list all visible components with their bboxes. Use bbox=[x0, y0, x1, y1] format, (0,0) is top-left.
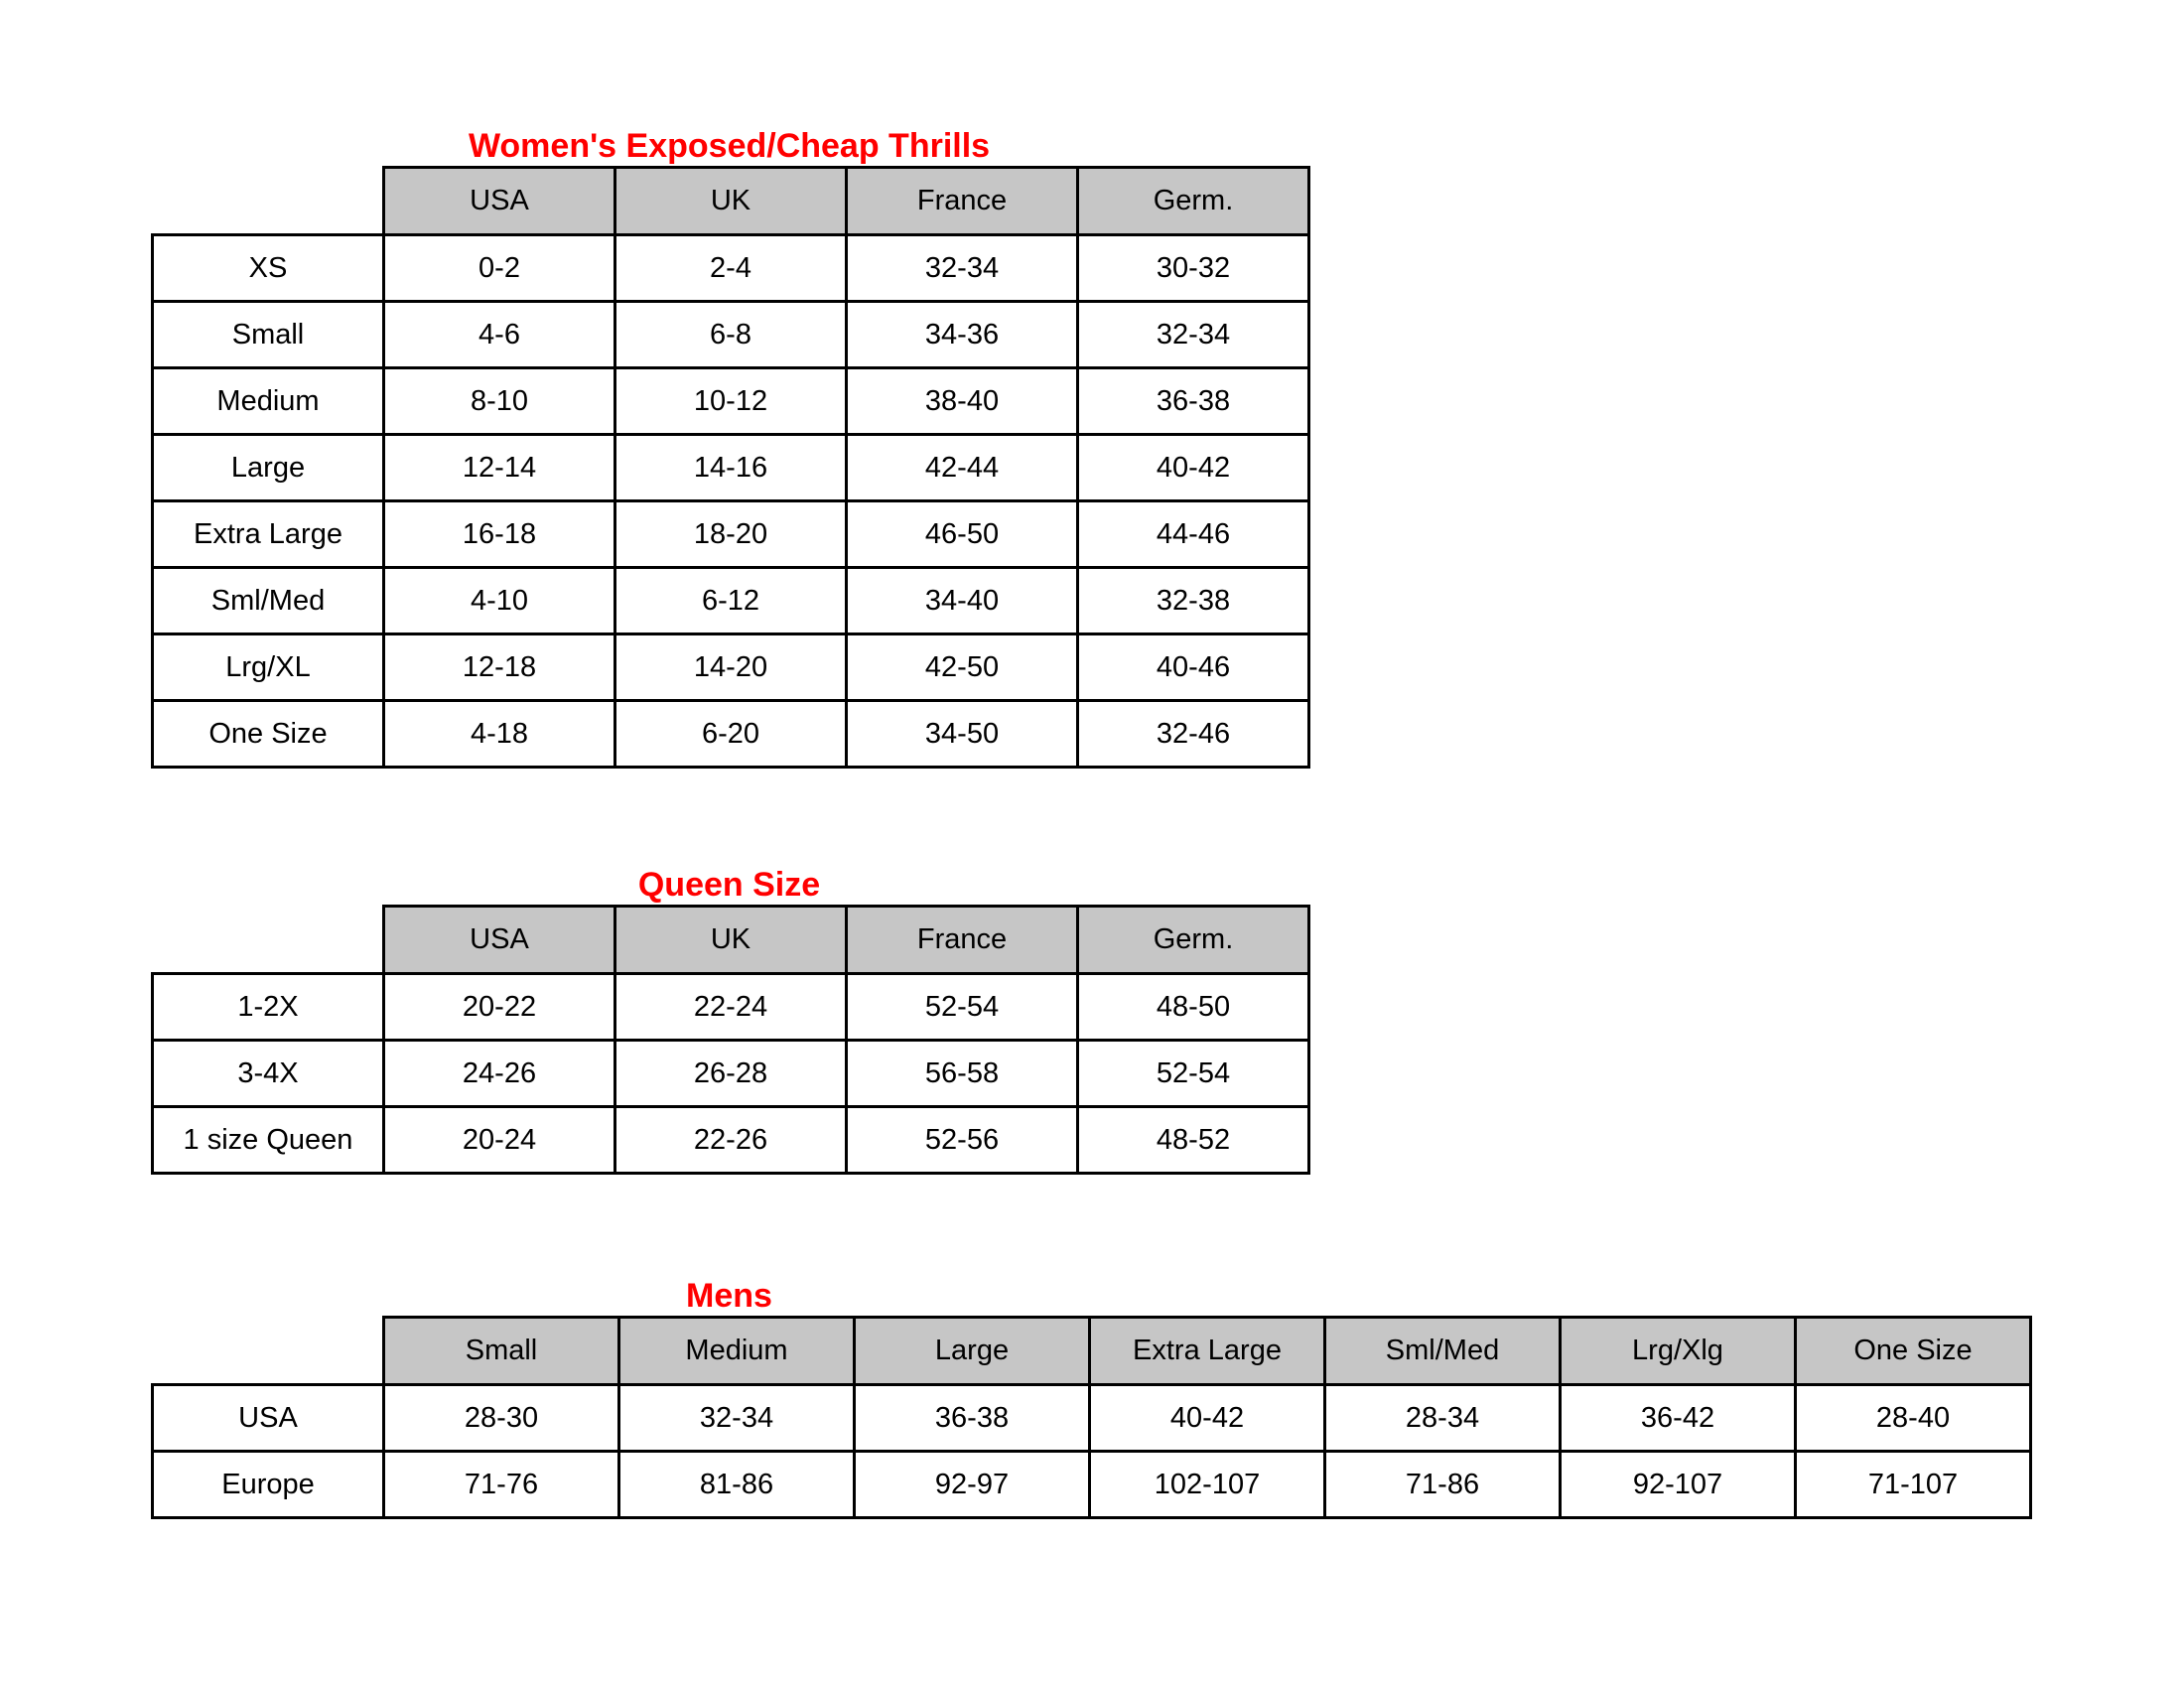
column-header: One Size bbox=[1796, 1318, 2031, 1385]
size-value-cell: 38-40 bbox=[847, 368, 1078, 435]
size-value-cell: 81-86 bbox=[619, 1452, 855, 1518]
table-row bbox=[153, 368, 1309, 435]
size-value-cell: 28-40 bbox=[1796, 1385, 2031, 1452]
size-value-cell: 32-46 bbox=[1078, 701, 1309, 768]
size-value-cell: 4-18 bbox=[384, 701, 615, 768]
size-value-cell: 26-28 bbox=[615, 1041, 847, 1107]
row-label-cell: USA bbox=[153, 1385, 384, 1452]
row-label-cell: Small bbox=[153, 302, 384, 368]
row-label-cell: Medium bbox=[153, 368, 384, 435]
size-value-cell: 48-52 bbox=[1078, 1107, 1309, 1174]
size-value-cell: 16-18 bbox=[384, 501, 615, 568]
table-row bbox=[153, 974, 1309, 1041]
size-value-cell: 22-26 bbox=[615, 1107, 847, 1174]
row-label-cell: Europe bbox=[153, 1452, 384, 1518]
header-row bbox=[153, 1318, 2031, 1385]
size-value-cell: 56-58 bbox=[847, 1041, 1078, 1107]
row-label-cell: Large bbox=[153, 435, 384, 501]
size-value-cell: 20-22 bbox=[384, 974, 615, 1041]
row-label-cell: Sml/Med bbox=[153, 568, 384, 634]
mens-size-table bbox=[151, 1316, 2032, 1519]
size-value-cell: 6-8 bbox=[615, 302, 847, 368]
size-value-cell: 40-46 bbox=[1078, 634, 1309, 701]
row-label-cell: 1-2X bbox=[153, 974, 384, 1041]
size-value-cell: 8-10 bbox=[384, 368, 615, 435]
womens-table-title: Women's Exposed/Cheap Thrills bbox=[468, 127, 991, 165]
column-header: Sml/Med bbox=[1325, 1318, 1561, 1385]
size-value-cell: 6-12 bbox=[615, 568, 847, 634]
size-value-cell: 40-42 bbox=[1078, 435, 1309, 501]
table-row bbox=[153, 501, 1309, 568]
table-row bbox=[153, 302, 1309, 368]
corner-spacer bbox=[153, 168, 384, 235]
size-value-cell: 52-56 bbox=[847, 1107, 1078, 1174]
corner-spacer bbox=[153, 1318, 384, 1385]
column-header: France bbox=[847, 907, 1078, 974]
size-value-cell: 24-26 bbox=[384, 1041, 615, 1107]
column-header: Lrg/Xlg bbox=[1561, 1318, 1796, 1385]
corner-spacer bbox=[153, 907, 384, 974]
size-value-cell: 28-34 bbox=[1325, 1385, 1561, 1452]
column-header: Extra Large bbox=[1090, 1318, 1325, 1385]
size-value-cell: 42-44 bbox=[847, 435, 1078, 501]
size-value-cell: 34-40 bbox=[847, 568, 1078, 634]
table-row bbox=[153, 1107, 1309, 1174]
size-value-cell: 52-54 bbox=[847, 974, 1078, 1041]
size-value-cell: 4-10 bbox=[384, 568, 615, 634]
size-value-cell: 18-20 bbox=[615, 501, 847, 568]
size-value-cell: 92-107 bbox=[1561, 1452, 1796, 1518]
size-value-cell: 32-34 bbox=[1078, 302, 1309, 368]
size-value-cell: 22-24 bbox=[615, 974, 847, 1041]
size-value-cell: 36-42 bbox=[1561, 1385, 1796, 1452]
table-row bbox=[153, 1452, 2031, 1518]
column-header: Germ. bbox=[1078, 907, 1309, 974]
size-value-cell: 0-2 bbox=[384, 235, 615, 302]
size-value-cell: 34-36 bbox=[847, 302, 1078, 368]
column-header: France bbox=[847, 168, 1078, 235]
size-value-cell: 14-16 bbox=[615, 435, 847, 501]
size-value-cell: 34-50 bbox=[847, 701, 1078, 768]
size-value-cell: 46-50 bbox=[847, 501, 1078, 568]
size-value-cell: 36-38 bbox=[1078, 368, 1309, 435]
row-label-cell: 3-4X bbox=[153, 1041, 384, 1107]
size-value-cell: 48-50 bbox=[1078, 974, 1309, 1041]
size-value-cell: 14-20 bbox=[615, 634, 847, 701]
column-header: Medium bbox=[619, 1318, 855, 1385]
size-value-cell: 32-34 bbox=[847, 235, 1078, 302]
table-row bbox=[153, 568, 1309, 634]
row-label-cell: 1 size Queen bbox=[153, 1107, 384, 1174]
size-value-cell: 52-54 bbox=[1078, 1041, 1309, 1107]
size-value-cell: 102-107 bbox=[1090, 1452, 1325, 1518]
header-row bbox=[153, 168, 1309, 235]
size-value-cell: 6-20 bbox=[615, 701, 847, 768]
table-row bbox=[153, 435, 1309, 501]
row-label-cell: Extra Large bbox=[153, 501, 384, 568]
womens-size-table bbox=[151, 166, 1310, 769]
table-row bbox=[153, 235, 1309, 302]
column-header: Germ. bbox=[1078, 168, 1309, 235]
size-value-cell: 10-12 bbox=[615, 368, 847, 435]
column-header: USA bbox=[384, 907, 615, 974]
row-label-cell: Lrg/XL bbox=[153, 634, 384, 701]
column-header: USA bbox=[384, 168, 615, 235]
table-row bbox=[153, 1041, 1309, 1107]
queen-table-title: Queen Size bbox=[637, 866, 821, 904]
row-label-cell: One Size bbox=[153, 701, 384, 768]
queen-size-table bbox=[151, 905, 1310, 1175]
column-header: Small bbox=[384, 1318, 619, 1385]
size-value-cell: 42-50 bbox=[847, 634, 1078, 701]
table-row bbox=[153, 1385, 2031, 1452]
mens-table-title: Mens bbox=[686, 1277, 772, 1315]
table-row bbox=[153, 634, 1309, 701]
size-value-cell: 12-18 bbox=[384, 634, 615, 701]
size-value-cell: 4-6 bbox=[384, 302, 615, 368]
size-value-cell: 71-86 bbox=[1325, 1452, 1561, 1518]
column-header: UK bbox=[615, 168, 847, 235]
size-value-cell: 32-34 bbox=[619, 1385, 855, 1452]
size-value-cell: 36-38 bbox=[855, 1385, 1090, 1452]
size-value-cell: 71-76 bbox=[384, 1452, 619, 1518]
row-label-cell: XS bbox=[153, 235, 384, 302]
size-value-cell: 28-30 bbox=[384, 1385, 619, 1452]
size-value-cell: 2-4 bbox=[615, 235, 847, 302]
size-value-cell: 20-24 bbox=[384, 1107, 615, 1174]
header-row bbox=[153, 907, 1309, 974]
size-value-cell: 40-42 bbox=[1090, 1385, 1325, 1452]
size-value-cell: 12-14 bbox=[384, 435, 615, 501]
size-value-cell: 71-107 bbox=[1796, 1452, 2031, 1518]
column-header: UK bbox=[615, 907, 847, 974]
table-row bbox=[153, 701, 1309, 768]
size-value-cell: 44-46 bbox=[1078, 501, 1309, 568]
size-value-cell: 92-97 bbox=[855, 1452, 1090, 1518]
size-value-cell: 30-32 bbox=[1078, 235, 1309, 302]
size-value-cell: 32-38 bbox=[1078, 568, 1309, 634]
column-header: Large bbox=[855, 1318, 1090, 1385]
